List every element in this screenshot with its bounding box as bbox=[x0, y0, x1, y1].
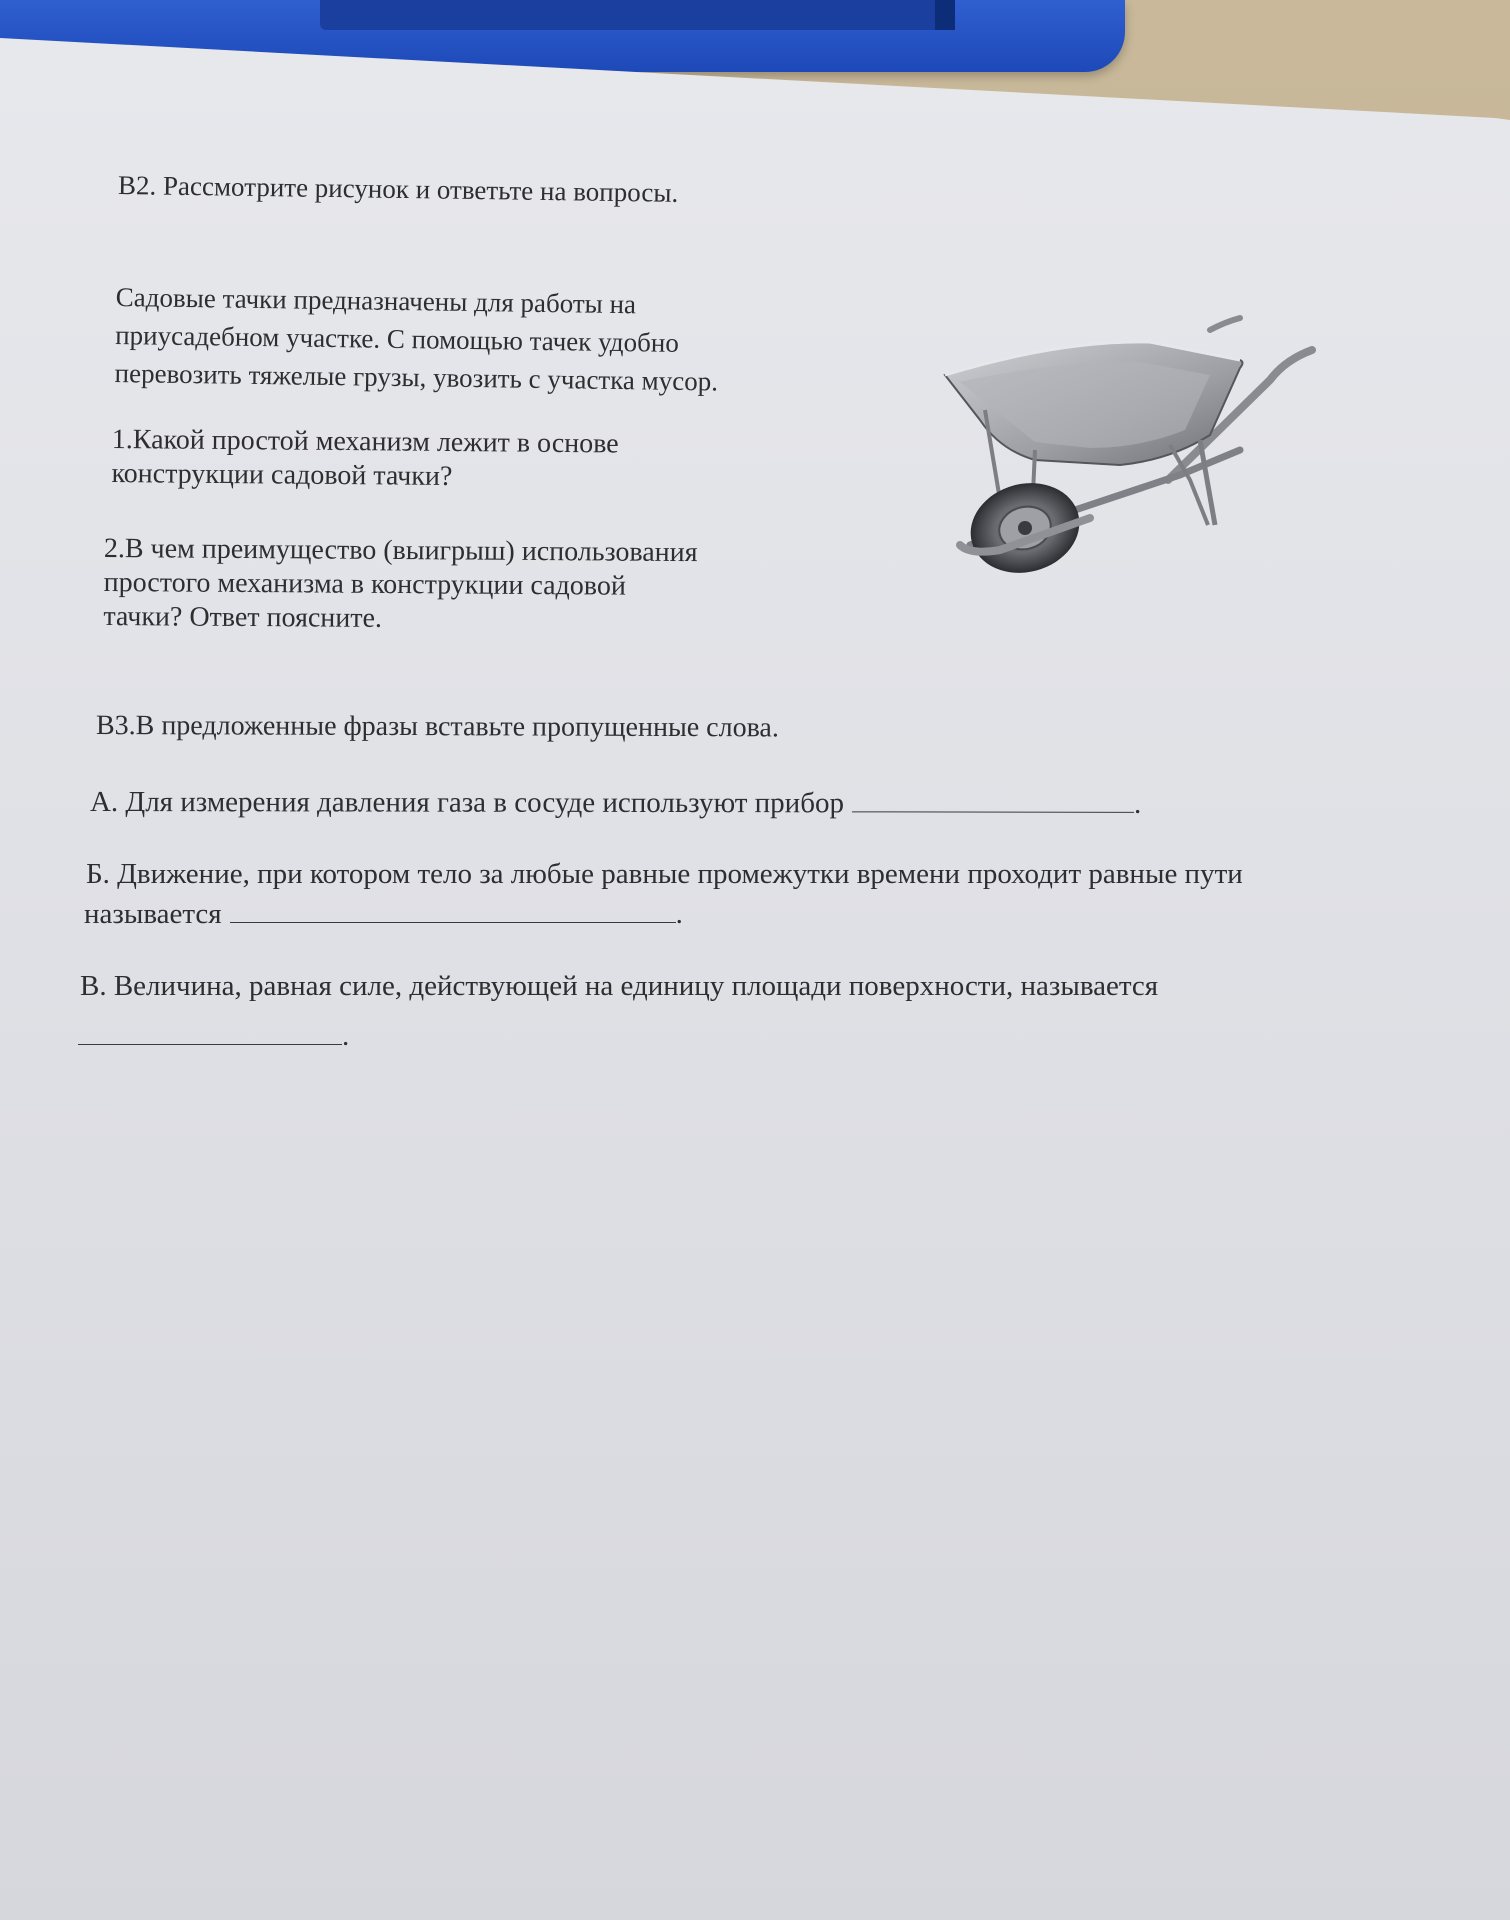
task-b3-title: В3.В предложенные фразы вставьте пропущенные слова. bbox=[95, 710, 779, 744]
task-b2-intro bbox=[114, 278, 719, 400]
task-b2-question-2 bbox=[103, 532, 697, 638]
handle-right bbox=[1210, 318, 1240, 330]
intro-line: перевозить тяжелые грузы, увозить с участка мусор. bbox=[114, 357, 719, 397]
answer-blank-a[interactable] bbox=[852, 785, 1134, 812]
item-b-end: . bbox=[675, 898, 683, 930]
intro-line: приусадебном участке. С помощью тачек удобно bbox=[114, 319, 680, 358]
task-b2-title: В2. Рассмотрите рисунок и ответьте на вопросы. bbox=[117, 170, 679, 208]
task-b2-question-1 bbox=[111, 423, 618, 495]
answer-blank-b[interactable] bbox=[230, 896, 676, 923]
question-line: 1.Какой простой механизм лежит в основе bbox=[111, 423, 619, 460]
item-a-end: . bbox=[1133, 787, 1142, 820]
task-b3-item-b-line-1: Б. Движение, при котором тело за любые равные промежутки времени проходит равные пути bbox=[86, 858, 1243, 890]
answer-blank-c[interactable] bbox=[78, 1018, 342, 1045]
intro-line: Садовые тачки предназначены для работы на bbox=[115, 281, 637, 320]
task-b3-item-b-line-2 bbox=[84, 896, 683, 931]
wheelbarrow-illustration bbox=[940, 300, 1360, 580]
task-b3-item-a bbox=[90, 784, 1141, 821]
item-a-text: А. Для измерения давления газа в сосуде используют прибор bbox=[89, 786, 845, 820]
task-b3-item-c-line-1: В. Величина, равная силе, действующей на единицу площади поверхности, называется bbox=[80, 970, 1159, 1002]
question-line: конструкции садовой тачки? bbox=[111, 457, 453, 492]
question-line: 2.В чем преимущество (выигрыш) использования bbox=[103, 533, 698, 569]
question-line: простого механизма в конструкции садовой bbox=[103, 566, 626, 602]
item-c-end: . bbox=[342, 1020, 350, 1052]
item-b-text: называется bbox=[84, 898, 222, 930]
task-b3-item-c-line-2 bbox=[78, 1018, 349, 1053]
question-line: тачки? Ответ поясните. bbox=[103, 600, 383, 634]
